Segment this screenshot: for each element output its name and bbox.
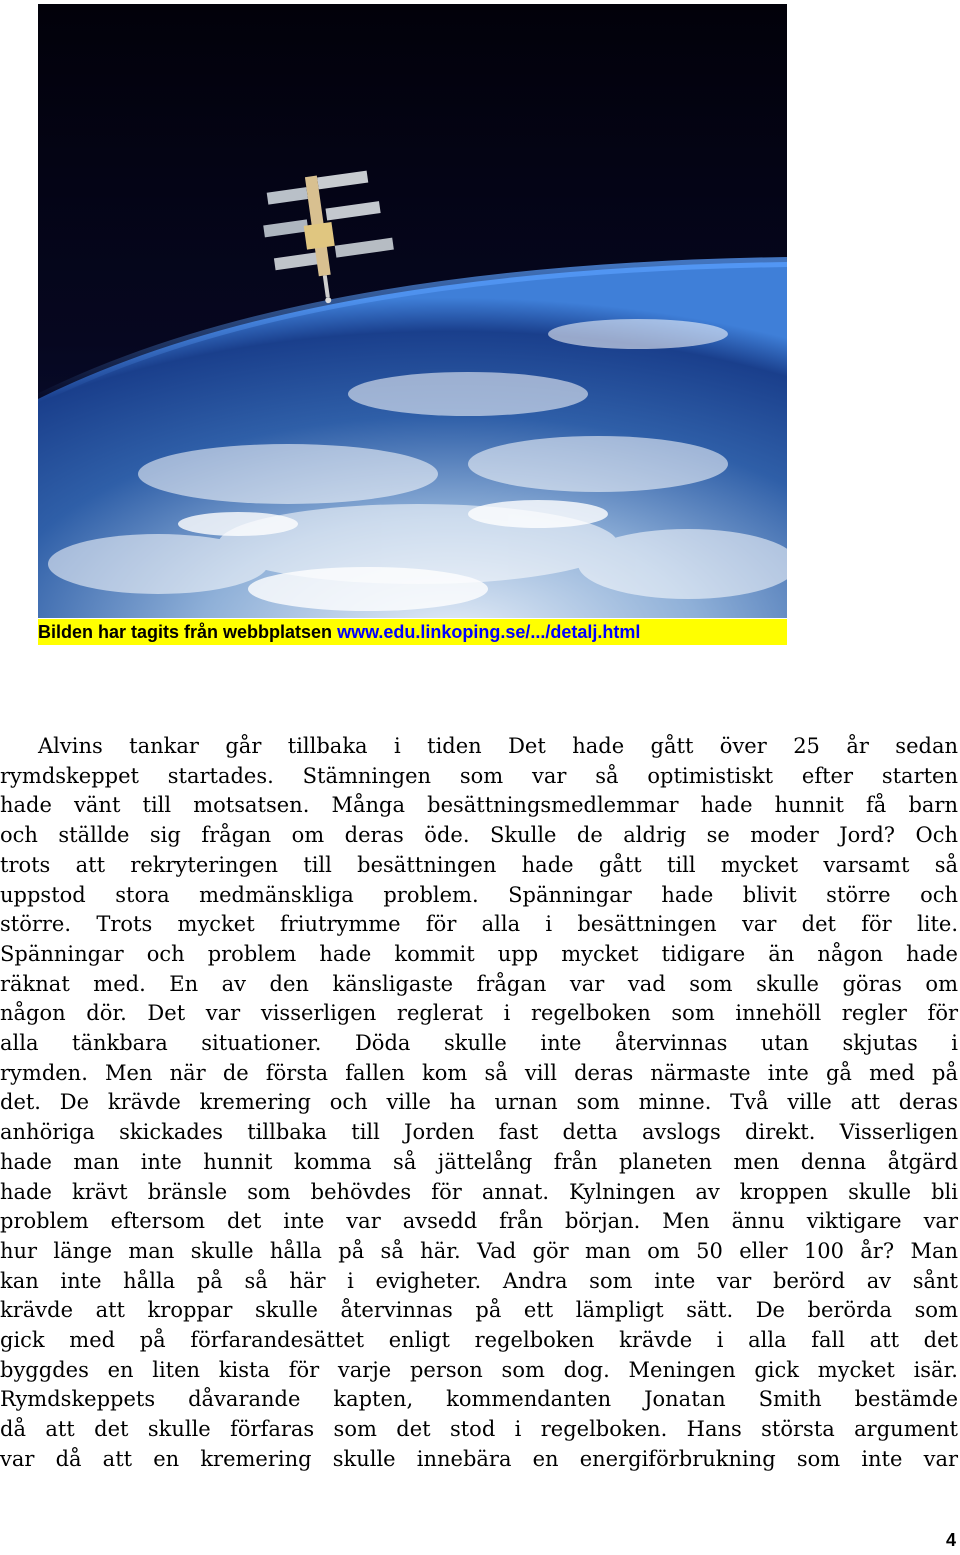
image-caption bbox=[38, 619, 787, 645]
body-line: räknat med. En av den känsligaste frågan var vad som skulle göras om bbox=[0, 971, 958, 996]
body-line: Alvins tankar går tillbaka i tiden Det hade gått över 25 år sedan bbox=[38, 734, 958, 758]
space-station-photo bbox=[38, 4, 787, 618]
body-line: byggdes en liten kista för varje person som dog. Meningen gick mycket isär. bbox=[0, 1357, 958, 1382]
body-line: krävde att kroppar skulle återvinnas på ett lämpligt sätt. De berörda som bbox=[0, 1298, 958, 1323]
body-line: Spänningar och problem hade kommit upp mycket tidigare än någon hade bbox=[0, 941, 958, 966]
body-line: hur länge man skulle hålla på så här. Vad gör man om 50 eller 100 år? Man bbox=[0, 1238, 958, 1263]
body-line: hade krävt bränsle som behövdes för annat. Kylningen av kroppen skulle bli bbox=[0, 1179, 958, 1204]
body-line: det. De krävde kremering och ville ha urnan som minne. Två ville att deras bbox=[0, 1090, 958, 1115]
body-line: gick med på förfarandesättet enligt regelboken krävde i alla fall att det bbox=[0, 1328, 958, 1353]
body-line: alla tänkbara situationer. Döda skulle inte återvinnas utan skjutas i bbox=[0, 1031, 958, 1056]
body-line: trots att rekryteringen till besättningen hade gått till mycket varsamt så bbox=[0, 852, 958, 877]
body-paragraph bbox=[0, 732, 958, 1475]
body-line: kan inte hålla på så här i evigheter. Andra som inte var berörd av sånt bbox=[0, 1268, 958, 1293]
body-line: någon dör. Det var visserligen reglerat i regelboken som innehöll regler för bbox=[0, 1001, 958, 1026]
body-line: hade man inte hunnit komma så jättelång från planeten men denna åtgärd bbox=[0, 1149, 958, 1174]
body-line: hade vänt till motsatsen. Många besättningsmedlemmar hade hunnit få barn bbox=[0, 793, 958, 818]
body-line: rymdskeppet startades. Stämningen som var så optimistiskt efter starten bbox=[0, 763, 958, 788]
body-line: problem eftersom det inte var avsedd från början. Men ännu viktigare var bbox=[0, 1209, 958, 1234]
caption-link[interactable]: www.edu.linkoping.se/.../detalj.html bbox=[337, 622, 641, 642]
body-line: och ställde sig frågan om deras öde. Skulle de aldrig se moder Jord? Och bbox=[0, 823, 958, 848]
body-line: då att det skulle förfaras som det stod i regelboken. Hans största argument bbox=[0, 1417, 958, 1442]
body-line: Rymdskeppets dåvarande kapten, kommendanten Jonatan Smith bestämde bbox=[0, 1387, 958, 1412]
page-number: 4 bbox=[945, 1530, 956, 1550]
body-line: var då att en kremering skulle innebära en energiförbrukning som inte var bbox=[0, 1446, 958, 1471]
body-line: anhöriga skickades tillbaka till Jorden fast detta avslogs direkt. Visserligen bbox=[0, 1120, 958, 1145]
body-line: rymden. Men när de första fallen kom så vill deras närmaste inte gå med på bbox=[0, 1060, 958, 1085]
body-line: uppstod stora medmänskliga problem. Spänningar hade blivit större och bbox=[0, 882, 958, 907]
caption-text: Bilden har tagits från webbplatsen bbox=[38, 622, 338, 642]
body-line: större. Trots mycket friutrymme för alla i besättningen var det för lite. bbox=[0, 912, 958, 937]
